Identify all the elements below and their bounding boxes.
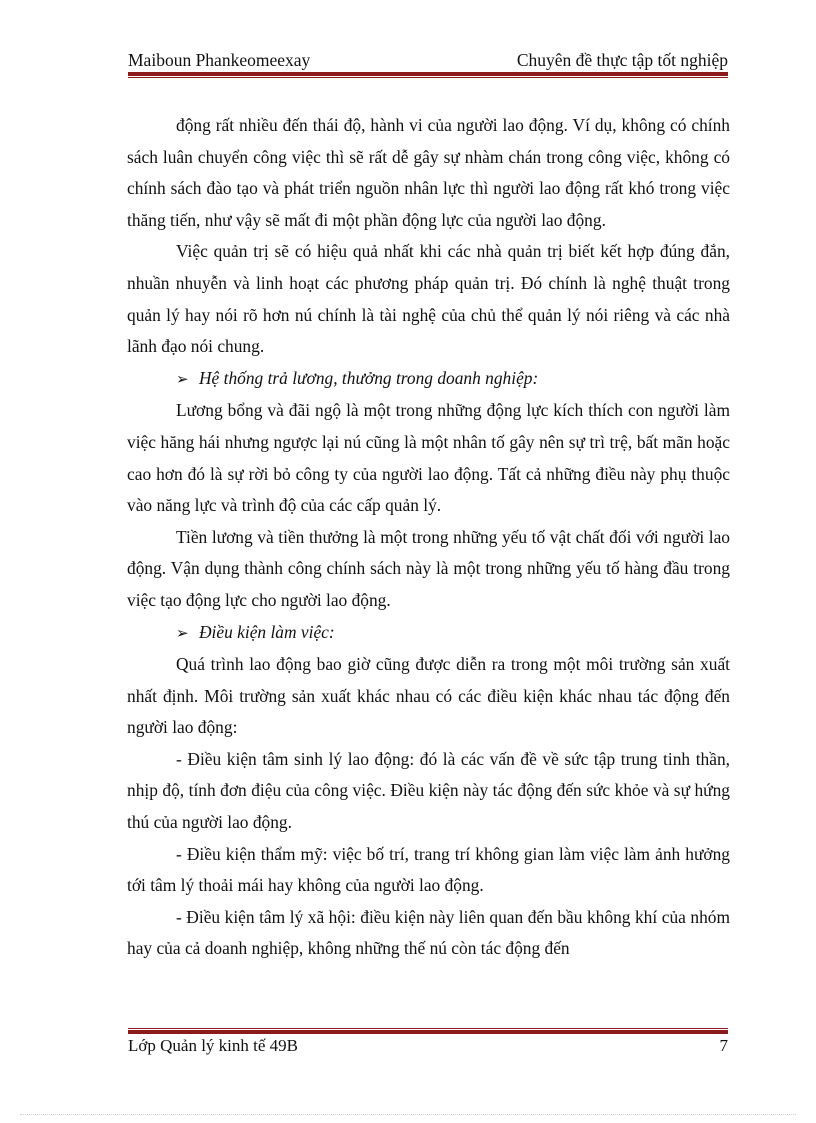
section-heading-working-conditions [127,617,730,650]
paragraph-wages-bonus: Tiền lương và tiền thưởng là một trong những yếu tố vật chất đối với người lao động. Vận dụng thành công chính sách này là một trong những yếu tố hàng đầu trong việc tạo động lực cho người lao động. [127,526,730,610]
footer-class-name: Lớp Quản lý kinh tế 49B [128,1036,298,1055]
page-footer [128,1036,728,1056]
arrow-bullet-icon: ➢ [176,369,189,388]
paragraph-work-environment: Quá trình lao động bao giờ cũng được diễn ra trong một môi trường sản xuất nhất định. Môi trường sản xuất khác nhau có các điều kiện khác nhau tác động đến người lao động: [127,654,730,738]
header-author: Maiboun Phankeomeexay [128,50,311,70]
paragraph-management-art: Việc quản trị sẽ có hiệu quả nhất khi các nhà quản trị biết kết hợp đúng đắn, nhuần nhuyễn và linh hoạt các phương pháp quản trị. Đó chính là nghệ thuật trong quản lý hay nói rõ hơn nú chính là tài nghệ của chủ thể quản lý nói riêng và các nhà lãnh đạo nói chung. [127,241,730,357]
header-document-title: Chuyên đề thực tập tốt nghiệp [516,50,728,70]
page-body [127,110,730,965]
header-divider [128,72,728,78]
arrow-bullet-icon: ➢ [176,623,189,642]
footer-page-number: 7 [719,1036,728,1055]
section-heading-working-conditions-text: Điều kiện làm việc: [199,621,335,642]
section-heading-salary [127,363,730,396]
list-item-social-psychological: - Điều kiện tâm lý xã hội: điều kiện này liên quan đến bầu không khí của nhóm hay của cả doanh nghiệp, không những thế nú còn tác động đến [127,906,730,959]
footer-divider [128,1028,728,1034]
section-heading-salary-text: Hệ thống trả lương, thưởng trong doanh nghiệp: [199,367,539,388]
paragraph-compensation: Lương bổng và đãi ngộ là một trong những động lực kích thích con người làm việc hăng hái nhưng ngược lại nú cũng là một nhân tố gây nên sự trì trệ, bất mãn hoặc cao hơn đó là sự rời bỏ công ty của người lao động. Tất cả những điều này phụ thuộc vào năng lực và trình độ của các cấp quản lý. [127,400,730,516]
page-header [128,50,728,70]
paragraph-policy-impact: động rất nhiều đến thái độ, hành vi của người lao động. Ví dụ, không có chính sách luân chuyển công việc thì sẽ rất dễ gây sự nhàm chán trong công việc, không có chính sách đào tạo và phát triển nguồn nhân lực thì người lao động rất khó trong việc thăng tiến, như vậy sẽ mất đi một phần động lực của người lao động. [127,115,730,230]
list-item-physiological: - Điều kiện tâm sinh lý lao động: đó là các vấn đề về sức tập trung tinh thần, nhịp độ, tính đơn điệu của công việc. Điều kiện này tác động đến sức khỏe và sự hứng thú của người lao động. [127,748,730,833]
list-item-aesthetic: - Điều kiện thẩm mỹ: việc bố trí, trang trí không gian làm việc làm ảnh hưởng tới tâm lý thoải mái hay không của người lao động. [127,843,730,896]
page-bottom-border [20,1114,796,1115]
